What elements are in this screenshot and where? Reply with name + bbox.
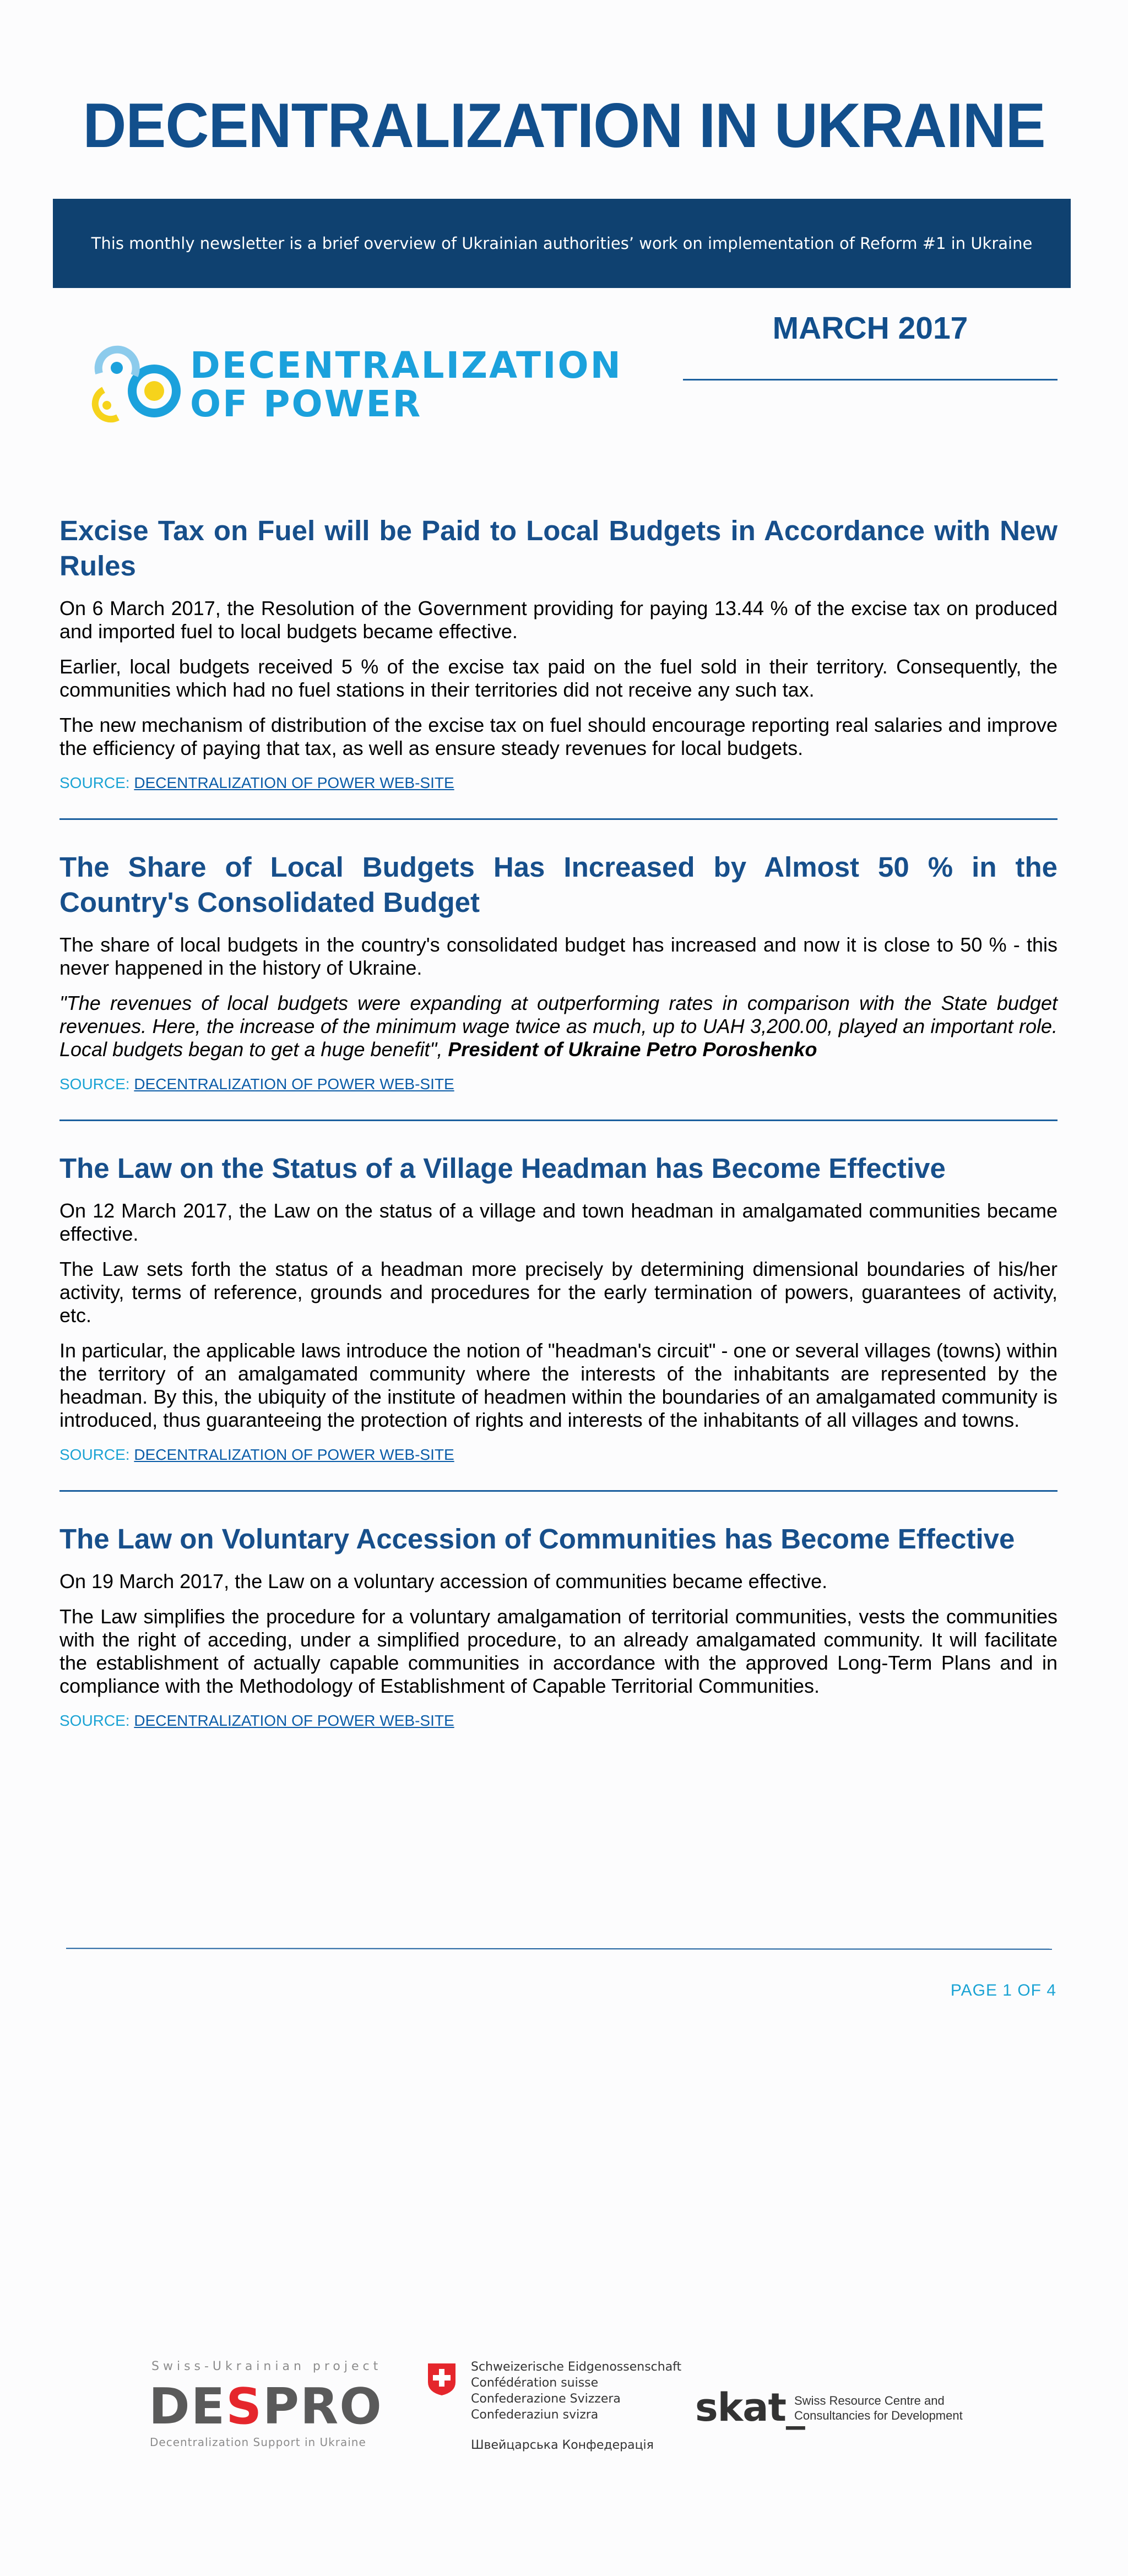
source-label: SOURCE: xyxy=(59,774,134,791)
skat-desc-line1: Swiss Resource Centre and xyxy=(794,2394,945,2407)
article-paragraph: In particular, the applicable laws introduce the notion of "headman's circuit" - one or several villages (towns) within the territory of an amalgamated community where the interests of the inhabitants are represented by the headman. By this, the ubiquity of the institute of headmen within the boundaries of an amalgamated community is introduced, thus guaranteeing the protection of rights and interests of the inhabitants of all villages and towns. xyxy=(59,1339,1058,1431)
logo-text-line1: DECENTRALIZATION xyxy=(190,344,622,387)
article-source xyxy=(59,1710,1058,1732)
logo-dot-yellow xyxy=(144,381,164,401)
swiss-flag-icon xyxy=(426,2362,458,2396)
page-title: DECENTRALIZATION IN UKRAINE xyxy=(83,91,1045,161)
article-title: The Law on the Status of a Village Headman has Become Effective xyxy=(59,1153,946,1184)
source-label: SOURCE: xyxy=(59,1075,134,1093)
article-divider xyxy=(59,1119,1058,1121)
article-paragraph: The share of local budgets in the country's consolidated budget has increased and now it is close to 50 % - this never happened in the history of Ukraine. xyxy=(59,933,1058,979)
date-divider xyxy=(683,379,1058,381)
logo-dot-yellow-small xyxy=(102,401,111,410)
article-quote xyxy=(59,992,1058,1061)
despro-logo-de: DE xyxy=(149,2378,226,2436)
skat-logo: skat_ xyxy=(695,2385,805,2430)
despro-subtitle: Decentralization Support in Ukraine xyxy=(150,2436,366,2449)
source-label: SOURCE: xyxy=(59,1446,134,1463)
footer-divider xyxy=(66,1948,1052,1950)
swiss-name-fr: Confédération suisse xyxy=(471,2376,599,2390)
despro-logo xyxy=(149,2378,383,2436)
article-source xyxy=(59,1073,1058,1095)
page-number: PAGE 1 OF 4 xyxy=(950,1981,1056,1999)
source-link[interactable]: DECENTRALIZATION OF POWER WEB-SITE xyxy=(134,1446,454,1463)
swiss-name-uk: Швейцарська Конфедерація xyxy=(471,2438,654,2452)
despro-project-label: Swiss-Ukrainian project xyxy=(151,2360,382,2373)
quote-author: President of Ukraine Petro Poroshenko xyxy=(448,1038,817,1061)
article-paragraph: Earlier, local budgets received 5 % of the excise tax paid on the fuel sold in their territory. Consequently, the communities which had no fuel stations in their territories did not receive any such tax. xyxy=(59,655,1058,701)
logo-text-line2: OF POWER xyxy=(190,383,422,425)
source-label: SOURCE: xyxy=(59,1712,134,1729)
logo-dot-blue-small xyxy=(111,362,123,374)
article-voluntary-accession xyxy=(59,1521,1058,1732)
article-local-budget-share xyxy=(59,850,1058,1095)
banner-text: This monthly newsletter is a brief overview of Ukrainian authorities’ work on implementation of Reform #1 in Ukraine xyxy=(91,234,1033,253)
swiss-name-it: Confederazione Svizzera xyxy=(471,2392,621,2406)
newsletter-banner xyxy=(53,199,1071,288)
article-source xyxy=(59,772,1058,794)
article-paragraph: On 12 March 2017, the Law on the status of a village and town headman in amalgamated communities became effective. xyxy=(59,1199,1058,1245)
skat-description xyxy=(794,2393,963,2423)
article-paragraph: On 19 March 2017, the Law on a voluntary accession of communities became effective. xyxy=(59,1570,828,1593)
article-excise-tax xyxy=(59,513,1058,794)
article-paragraph: The Law sets forth the status of a headman more precisely by determining dimensional boundaries of his/her activity, terms of reference, grounds and procedures for the early termination of powers, guarantees of activity, etc. xyxy=(59,1258,1058,1327)
swiss-name-rm: Confederaziun svizra xyxy=(471,2408,599,2422)
source-link[interactable]: DECENTRALIZATION OF POWER WEB-SITE xyxy=(134,1712,454,1729)
articles-container xyxy=(59,513,1058,1732)
swiss-name-de: Schweizerische Eidgenossenschaft xyxy=(471,2360,682,2374)
despro-logo-s: S xyxy=(226,2378,263,2436)
article-title: The Law on Voluntary Accession of Communities has Become Effective xyxy=(59,1523,1015,1555)
decentralization-logo-text xyxy=(190,346,622,423)
article-paragraph: The new mechanism of distribution of the excise tax on fuel should encourage reporting real salaries and improve the efficiency of paying that tax, as well as ensure steady revenues for local budgets. xyxy=(59,714,1058,759)
article-village-headman xyxy=(59,1151,1058,1466)
quote-text: "The revenues of local budgets were expanding at outperforming rates in comparison with the State budget revenues. Here, the increase of the minimum wage twice as much, up to UAH 3,200.00, played an important role. Local budgets began to get a huge benefit", xyxy=(59,992,1058,1061)
despro-logo-pro: PRO xyxy=(263,2378,383,2436)
skat-desc-line2: Consultancies for Development xyxy=(794,2409,963,2422)
swiss-confederation-names xyxy=(471,2359,681,2423)
article-title: The Share of Local Budgets Has Increased by Almost 50 % in the Country's Consolidated Budget xyxy=(59,851,1058,918)
article-title: Excise Tax on Fuel will be Paid to Local Budgets in Accordance with New Rules xyxy=(59,515,1058,581)
article-paragraph: The Law simplifies the procedure for a voluntary amalgamation of territorial communities, vests the communities with the right of acceding, under a simplified procedure, to an already amalgamated community. It will facilitate the establishment of actually capable communities in accordance with the approved Long-Term Plans and in compliance with the Methodology of Establishment of Capable Territorial Communities. xyxy=(59,1605,1058,1697)
article-source xyxy=(59,1444,1058,1466)
source-link[interactable]: DECENTRALIZATION OF POWER WEB-SITE xyxy=(134,1075,454,1093)
source-link[interactable]: DECENTRALIZATION OF POWER WEB-SITE xyxy=(134,774,454,791)
article-divider xyxy=(59,818,1058,820)
issue-date: MARCH 2017 xyxy=(772,311,968,346)
article-divider xyxy=(59,1490,1058,1492)
article-paragraph: On 6 March 2017, the Resolution of the Government providing for paying 13.44 % of the excise tax on produced and imported fuel to local budgets became effective. xyxy=(59,597,1058,643)
